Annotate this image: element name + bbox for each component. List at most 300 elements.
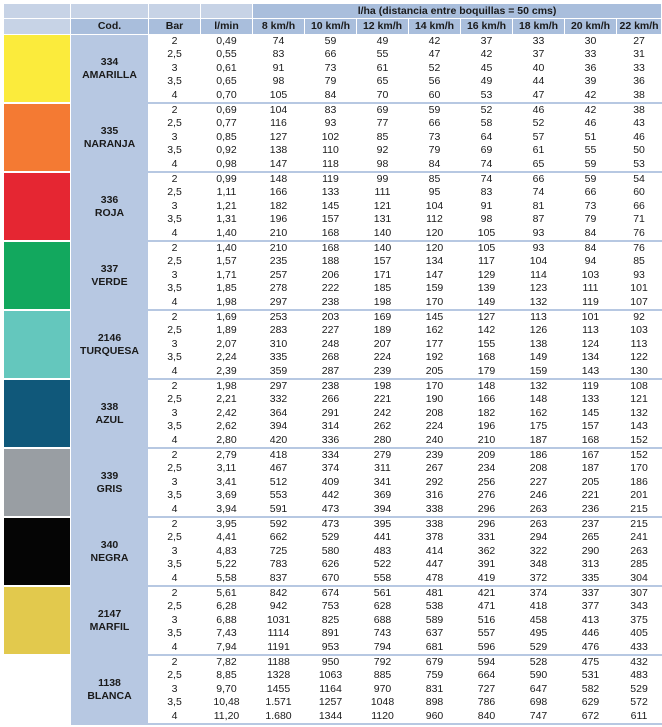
nozzle-color-swatch (4, 448, 71, 517)
lha-value: 313 (581, 558, 600, 571)
lmin-value: 2,39 (216, 364, 237, 377)
lha-value: 118 (322, 157, 339, 170)
lha-value: 783 (269, 558, 288, 571)
lha-value: 42 (584, 104, 597, 117)
lmin-value: 2,24 (216, 351, 237, 364)
lha-value: 57 (532, 130, 545, 143)
lmin-value: 0,99 (216, 173, 237, 186)
lha-value: 73 (584, 199, 597, 212)
bar-value: 3 (171, 406, 178, 419)
bar-value: 3 (171, 268, 178, 281)
lha-column-cell (565, 310, 617, 379)
bar-column-cell (149, 172, 201, 241)
lha-value: 182 (477, 406, 496, 419)
lha-value: 138 (529, 337, 548, 350)
lha-value: 93 (324, 117, 337, 130)
lha-column-cell (305, 172, 357, 241)
lmin-value: 10,48 (213, 696, 240, 709)
lha-value: 413 (581, 613, 600, 626)
lha-column-cell (513, 172, 565, 241)
lha-value: 262 (373, 420, 392, 433)
lha-value: 953 (321, 640, 340, 653)
lha-value: 49 (480, 75, 493, 88)
lha-value: 418 (269, 449, 288, 462)
lha-value: 110 (322, 144, 339, 157)
lha-value: 1048 (370, 696, 395, 709)
lha-value: 168 (477, 351, 496, 364)
lha-value: 134 (425, 255, 444, 268)
nozzle-color-name: VERDE (91, 275, 128, 288)
lmin-value: 1,21 (216, 199, 237, 212)
lha-value: 265 (581, 531, 600, 544)
lha-value: 162 (425, 324, 444, 337)
lha-value: 73 (324, 61, 337, 74)
lha-value: 108 (630, 380, 648, 393)
nozzle-code-cell (71, 586, 149, 655)
lmin-value: 2,42 (216, 406, 237, 419)
lha-value: 483 (373, 544, 392, 557)
lha-value: 418 (529, 600, 548, 613)
lha-value: 107 (630, 295, 648, 308)
lha-value: 473 (321, 502, 340, 515)
lmin-value: 0,61 (216, 61, 237, 74)
lha-value: 61 (376, 61, 389, 74)
lha-value: 310 (269, 337, 288, 350)
lha-value: 102 (321, 130, 340, 143)
nozzle-color-name: ROJA (94, 206, 125, 219)
lha-value: 268 (321, 351, 340, 364)
lha-column-cell (357, 35, 409, 104)
lha-column-cell (461, 517, 513, 586)
nozzle-code: 340 (100, 538, 119, 551)
lha-value: 334 (321, 449, 340, 462)
lmin-value: 1,57 (216, 255, 237, 268)
bar-value: 3 (171, 199, 178, 212)
nozzle-row-group (4, 310, 662, 379)
lha-value: 132 (529, 380, 548, 393)
lha-value: 166 (269, 186, 288, 199)
nozzle-color-swatch (4, 310, 71, 379)
bar-column-cell (149, 103, 201, 172)
lha-value: 64 (480, 130, 493, 143)
lha-value: 60 (428, 88, 441, 101)
bar-column-cell (149, 517, 201, 586)
lha-column-cell (305, 517, 357, 586)
lha-value: 85 (633, 255, 645, 268)
lha-value: 65 (532, 157, 545, 170)
lha-value: 105 (477, 242, 496, 255)
nozzle-row-group (4, 517, 662, 586)
lha-value: 210 (269, 242, 288, 255)
lha-column-cell (409, 241, 461, 310)
lha-value: 145 (321, 199, 340, 212)
lha-value: 133 (321, 186, 340, 199)
header-row-bottom (4, 19, 662, 35)
lmin-value: 1,40 (216, 226, 237, 239)
lha-value: 307 (630, 587, 648, 600)
lha-column-cell (461, 241, 513, 310)
lha-value: 522 (373, 558, 392, 571)
lha-column-cell (565, 655, 617, 724)
lha-column-cell (253, 655, 305, 724)
lha-value: 311 (374, 462, 391, 475)
lha-value: 297 (269, 380, 288, 393)
lha-column-cell (461, 586, 513, 655)
lha-column-cell (305, 35, 357, 104)
lha-value: 119 (582, 295, 599, 308)
nozzle-code-cell (71, 35, 149, 104)
lha-value: 287 (321, 364, 340, 377)
lha-value: 786 (477, 696, 496, 709)
lha-value: 256 (477, 475, 496, 488)
lmin-value: 0,49 (216, 35, 237, 48)
speed-column-header: 18 km/h (513, 19, 565, 35)
lha-value: 69 (480, 144, 493, 157)
speed-column-header: 20 km/h (565, 19, 617, 35)
lha-value: 335 (269, 351, 288, 364)
lha-value: 950 (321, 656, 340, 669)
bar-column-cell (149, 35, 201, 104)
lmin-column-cell (201, 35, 253, 104)
lmin-column-cell (201, 655, 253, 724)
nozzle-color-swatch (4, 241, 71, 310)
lha-value: 409 (321, 475, 340, 488)
lha-value: 142 (477, 324, 496, 337)
lha-value: 205 (425, 364, 444, 377)
lha-value: 241 (630, 531, 648, 544)
nozzle-code: 337 (100, 262, 119, 275)
lha-value: 753 (321, 600, 340, 613)
lha-column-cell (513, 586, 565, 655)
lha-value: 538 (425, 600, 444, 613)
lha-column-cell (565, 448, 617, 517)
lha-column-cell (409, 448, 461, 517)
nozzle-row-group (4, 448, 662, 517)
lha-value: 338 (425, 518, 444, 531)
lmin-value: 0,70 (216, 88, 237, 101)
lha-value: 127 (269, 130, 288, 143)
lha-value: 348 (529, 558, 548, 571)
lha-value: 637 (425, 627, 444, 640)
nozzle-code: 335 (100, 124, 119, 137)
lha-value: 942 (269, 600, 288, 613)
lmin-value: 0,55 (216, 48, 237, 61)
lha-column-cell (409, 310, 461, 379)
lha-value: 1257 (318, 696, 343, 709)
lha-value: 143 (630, 420, 648, 433)
lha-value: 36 (584, 61, 597, 74)
lha-value: 558 (373, 571, 392, 584)
lha-value: 898 (425, 696, 444, 709)
lha-value: 81 (532, 199, 545, 212)
lha-value: 294 (529, 531, 548, 544)
lha-value: 224 (425, 420, 444, 433)
lha-value: 227 (321, 324, 340, 337)
lha-value: 186 (630, 475, 648, 488)
lha-value: 58 (480, 117, 493, 130)
nozzle-row-group (4, 379, 662, 448)
lha-value: 840 (477, 709, 496, 722)
nozzle-code-cell (71, 310, 149, 379)
lha-value: 83 (480, 186, 493, 199)
lmin-value: 4,83 (216, 544, 237, 557)
bar-value: 3,5 (167, 696, 182, 709)
nozzle-code-cell (71, 241, 149, 310)
lha-value: 66 (532, 173, 545, 186)
bar-value: 4 (171, 502, 178, 515)
lha-value: 167 (581, 449, 600, 462)
nozzle-code: 338 (100, 400, 119, 413)
lha-value: 362 (477, 544, 496, 557)
lha-value: 52 (480, 104, 493, 117)
lha-value: 49 (376, 35, 389, 48)
lha-value: 240 (425, 433, 444, 446)
lha-value: 419 (477, 571, 496, 584)
bar-value: 2,5 (167, 669, 182, 682)
bar-column-cell (149, 310, 201, 379)
lha-value: 242 (373, 406, 392, 419)
lmin-value: 1,98 (216, 295, 237, 308)
lha-value: 263 (529, 502, 548, 515)
lha-value: 237 (581, 518, 600, 531)
lha-value: 138 (269, 144, 288, 157)
lha-value: 99 (376, 173, 389, 186)
bar-value: 3 (171, 682, 178, 695)
lha-value: 743 (373, 627, 392, 640)
lha-value: 698 (529, 696, 548, 709)
lha-header: l/ha (distancia entre boquillas = 50 cms) (253, 4, 662, 19)
lha-column-cell (357, 103, 409, 172)
lha-column-cell (617, 103, 662, 172)
nozzle-row-group (4, 172, 662, 241)
lmin-value: 2,80 (216, 433, 237, 446)
nozzle-code: 2146 (97, 331, 122, 344)
nozzle-flow-table (3, 3, 662, 725)
bar-value: 4 (171, 433, 178, 446)
lha-value: 104 (425, 199, 444, 212)
bar-value: 3,5 (167, 75, 182, 88)
lha-value: 84 (324, 88, 337, 101)
lha-column-cell (357, 448, 409, 517)
lha-column-cell (565, 379, 617, 448)
lmin-value: 5,58 (216, 571, 237, 584)
lmin-value: 3,69 (216, 489, 237, 502)
lha-value: 476 (581, 640, 600, 653)
bar-value: 2,5 (167, 600, 182, 613)
lha-value: 33 (633, 61, 645, 74)
lha-value: 582 (581, 682, 600, 695)
lha-column-cell (461, 379, 513, 448)
lha-value: 168 (581, 433, 600, 446)
lha-value: 52 (428, 61, 441, 74)
bar-value: 2,5 (167, 393, 182, 406)
lha-value: 210 (269, 226, 288, 239)
lha-value: 98 (272, 75, 285, 88)
lha-value: 117 (478, 255, 495, 268)
lha-value: 87 (532, 213, 545, 226)
lha-value: 257 (269, 268, 288, 281)
lha-value: 475 (581, 656, 600, 669)
lha-value: 1120 (371, 709, 394, 722)
lha-column-cell (357, 241, 409, 310)
lha-value: 121 (373, 199, 392, 212)
lha-value: 203 (321, 311, 340, 324)
lha-value: 92 (376, 144, 389, 157)
lmin-value: 9,70 (216, 682, 237, 695)
lha-value: 190 (425, 393, 444, 406)
nozzle-code: 339 (100, 469, 119, 482)
lha-value: 405 (630, 627, 648, 640)
lha-value: 27 (633, 35, 645, 48)
bar-value: 4 (171, 226, 178, 239)
lha-value: 215 (630, 518, 648, 531)
nozzle-color-swatch (4, 517, 71, 586)
lmin-value: 0,92 (216, 144, 237, 157)
lha-value: 296 (477, 502, 496, 515)
lha-value: 239 (425, 449, 444, 462)
lha-column-cell (565, 103, 617, 172)
lha-value: 359 (269, 364, 288, 377)
bar-value: 3 (171, 61, 178, 74)
lha-value: 79 (428, 144, 441, 157)
lha-column-cell (461, 172, 513, 241)
bar-value: 3,5 (167, 489, 182, 502)
lha-value: 43 (633, 117, 645, 130)
lha-column-cell (617, 310, 662, 379)
lha-value: 147 (269, 157, 288, 170)
lha-value: 132 (630, 406, 648, 419)
lha-value: 133 (581, 393, 600, 406)
lha-column-cell (513, 35, 565, 104)
lha-value: 372 (529, 571, 548, 584)
nozzle-code-cell (71, 517, 149, 586)
header-blank-code (71, 4, 149, 19)
lmin-value: 1,40 (216, 242, 237, 255)
lha-value: 124 (581, 337, 600, 350)
lha-value: 85 (428, 173, 441, 186)
speed-column-header: 12 km/h (357, 19, 409, 35)
lha-value: 590 (529, 669, 548, 682)
lha-value: 105 (477, 226, 496, 239)
lha-value: 66 (324, 48, 337, 61)
lha-column-cell (409, 517, 461, 586)
lha-column-cell (253, 448, 305, 517)
lmin-value: 1,71 (216, 268, 237, 281)
lha-value: 140 (373, 242, 392, 255)
lha-value: 42 (584, 88, 597, 101)
bar-value: 2,5 (167, 186, 182, 199)
lha-value: 278 (269, 282, 288, 295)
lha-value: 50 (633, 144, 645, 157)
lmin-value: 0,77 (216, 117, 237, 130)
lha-value: 83 (272, 48, 285, 61)
lha-value: 335 (581, 571, 600, 584)
bar-value: 4 (171, 295, 178, 308)
lha-value: 129 (477, 268, 496, 281)
lha-value: 674 (321, 587, 340, 600)
lha-value: 95 (428, 186, 441, 199)
lha-value: 292 (425, 475, 444, 488)
lha-value: 580 (321, 544, 340, 557)
lha-column-cell (357, 586, 409, 655)
lha-value: 209 (477, 449, 496, 462)
lha-value: 377 (581, 600, 600, 613)
lha-value: 93 (532, 242, 545, 255)
lha-value: 672 (581, 709, 600, 722)
nozzle-code-cell (71, 172, 149, 241)
lmin-value: 4,41 (216, 531, 237, 544)
lha-value: 44 (532, 75, 545, 88)
lha-value: 120 (425, 226, 444, 239)
nozzle-color-swatch (4, 172, 71, 241)
bar-column-cell (149, 655, 201, 724)
lha-value: 343 (630, 600, 648, 613)
bar-value: 3,5 (167, 144, 182, 157)
lha-value: 512 (269, 475, 288, 488)
lha-value: 76 (633, 242, 645, 255)
lmin-value: 7,43 (216, 627, 237, 640)
lha-value: 38 (633, 88, 645, 101)
lha-value: 79 (584, 213, 597, 226)
bar-value: 2 (171, 656, 178, 669)
lha-value: 119 (322, 173, 339, 186)
lha-value: 157 (321, 213, 340, 226)
lha-value: 116 (270, 117, 287, 130)
lmin-value: 1,69 (216, 311, 237, 324)
lha-value: 374 (529, 587, 548, 600)
lha-column-cell (461, 448, 513, 517)
lha-value: 177 (425, 337, 444, 350)
lha-value: 529 (529, 640, 548, 653)
lha-value: 688 (373, 613, 392, 626)
lha-column-cell (461, 655, 513, 724)
lha-value: 1031 (266, 613, 291, 626)
lha-value: 467 (269, 462, 288, 475)
lha-value: 188 (321, 255, 340, 268)
lha-value: 446 (581, 627, 600, 640)
lha-value: 123 (529, 282, 548, 295)
lha-value: 113 (530, 311, 547, 324)
bar-value: 2,5 (167, 48, 182, 61)
lha-value: 111 (374, 186, 391, 199)
nozzle-color-name: MARFIL (89, 620, 130, 633)
lha-value: 56 (428, 75, 441, 88)
lha-value: 65 (376, 75, 389, 88)
lha-value: 1.571 (265, 696, 292, 709)
lha-column-cell (253, 379, 305, 448)
bar-value: 2 (171, 104, 178, 117)
lha-value: 322 (529, 544, 548, 557)
bar-value: 2,5 (167, 462, 182, 475)
nozzle-rows (4, 35, 662, 725)
lha-value: 74 (480, 157, 493, 170)
lha-value: 227 (529, 475, 548, 488)
lha-column-cell (617, 172, 662, 241)
lha-value: 71 (633, 213, 645, 226)
lha-column-cell (513, 448, 565, 517)
lha-value: 47 (532, 88, 545, 101)
speed-column-header: 8 km/h (253, 19, 305, 35)
lha-value: 148 (529, 393, 548, 406)
bar-value: 3,5 (167, 627, 182, 640)
lha-column-cell (565, 586, 617, 655)
lha-column-cell (253, 310, 305, 379)
lha-value: 596 (477, 640, 496, 653)
lha-value: 169 (373, 311, 392, 324)
lha-value: 478 (425, 571, 444, 584)
lha-value: 221 (373, 393, 392, 406)
lmin-value: 2,62 (216, 420, 237, 433)
